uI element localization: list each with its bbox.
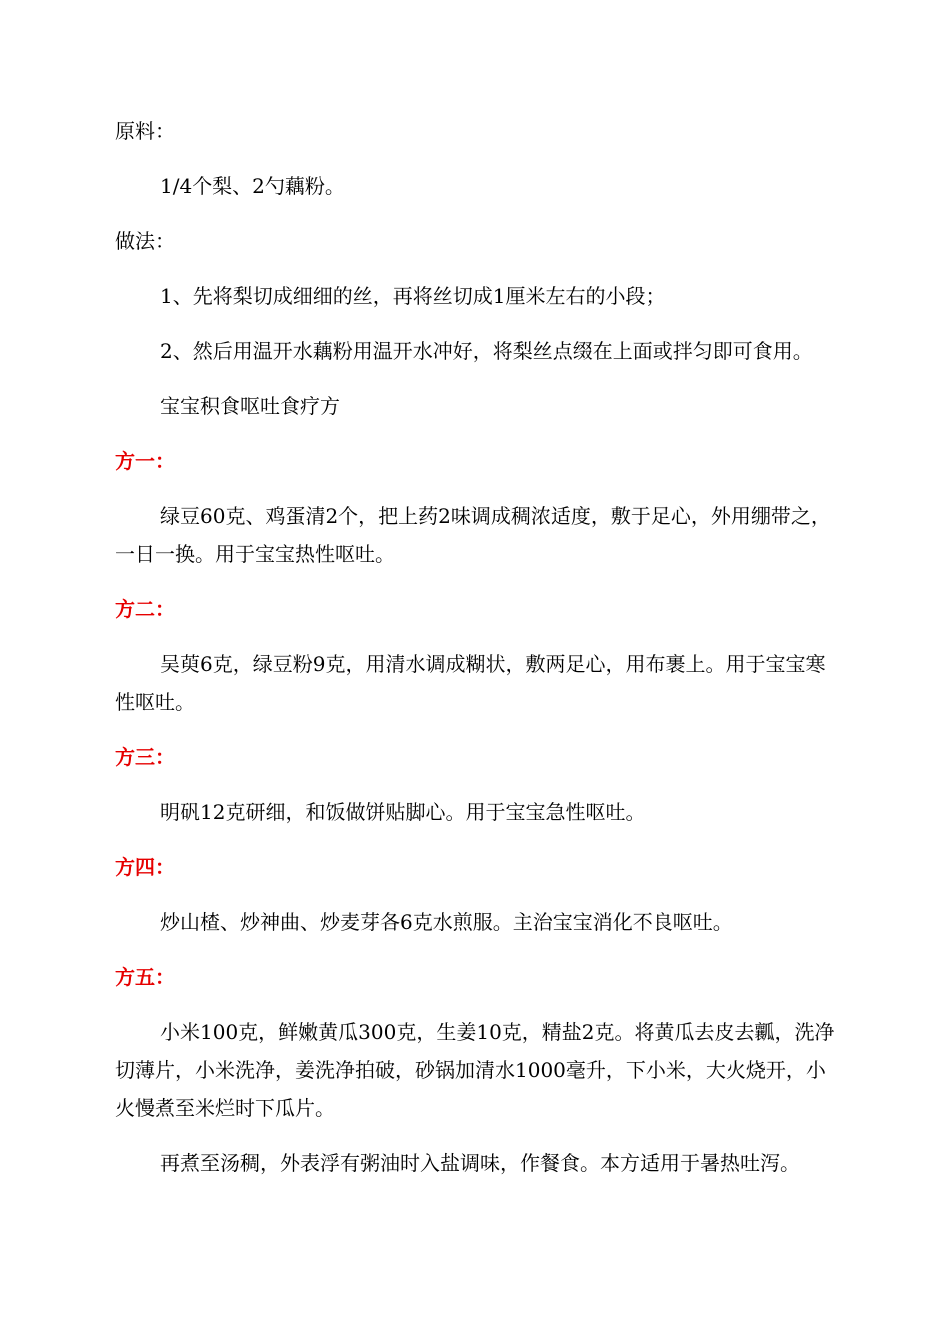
remedy-heading: 方五：: [115, 965, 175, 989]
document-body: [115, 112, 837, 1199]
remedy-heading: 方二：: [115, 597, 175, 621]
remedy-paragraph: 吴萸6克，绿豆粉9克，用清水调成糊状，敷两足心，用布裹上。用于宝宝寒性呕吐。: [115, 652, 826, 714]
method-step: 2、然后用温开水藕粉用温开水冲好，将梨丝点缀在上面或拌匀即可食用。: [160, 339, 813, 363]
remedy-paragraph: 再煮至汤稠，外表浮有粥油时入盐调味，作餐食。本方适用于暑热吐泻。: [160, 1151, 800, 1175]
method-step: 1、先将梨切成细细的丝，再将丝切成1厘米左右的小段；: [160, 284, 666, 308]
ingredients-text: 1/4个梨、2勺藕粉。: [160, 174, 345, 198]
remedy-paragraph: 小米100克，鲜嫩黄瓜300克，生姜10克，精盐2克。将黄瓜去皮去瓤，洗净切薄片，小米洗净，姜洗净拍破，砂锅加清水1000毫升，下小米，大火烧开，小火慢煮至米烂时下瓜片。: [115, 1020, 835, 1120]
remedy-paragraph: 绿豆60克、鸡蛋清2个，把上药2味调成稠浓适度，敷于足心，外用绷带之，一日一换。用于宝宝热性呕吐。: [115, 504, 831, 566]
section-title: 宝宝积食呕吐食疗方: [160, 394, 340, 418]
remedy-paragraph: 明矾12克研细，和饭做饼贴脚心。用于宝宝急性呕吐。: [160, 800, 646, 824]
remedy-heading: 方一：: [115, 449, 175, 473]
ingredients-label: 原料：: [115, 119, 175, 143]
remedy-paragraph: 炒山楂、炒神曲、炒麦芽各6克水煎服。主治宝宝消化不良呕吐。: [160, 910, 733, 934]
method-label: 做法：: [115, 229, 175, 253]
remedy-heading: 方四：: [115, 855, 175, 879]
remedy-heading: 方三：: [115, 745, 175, 769]
